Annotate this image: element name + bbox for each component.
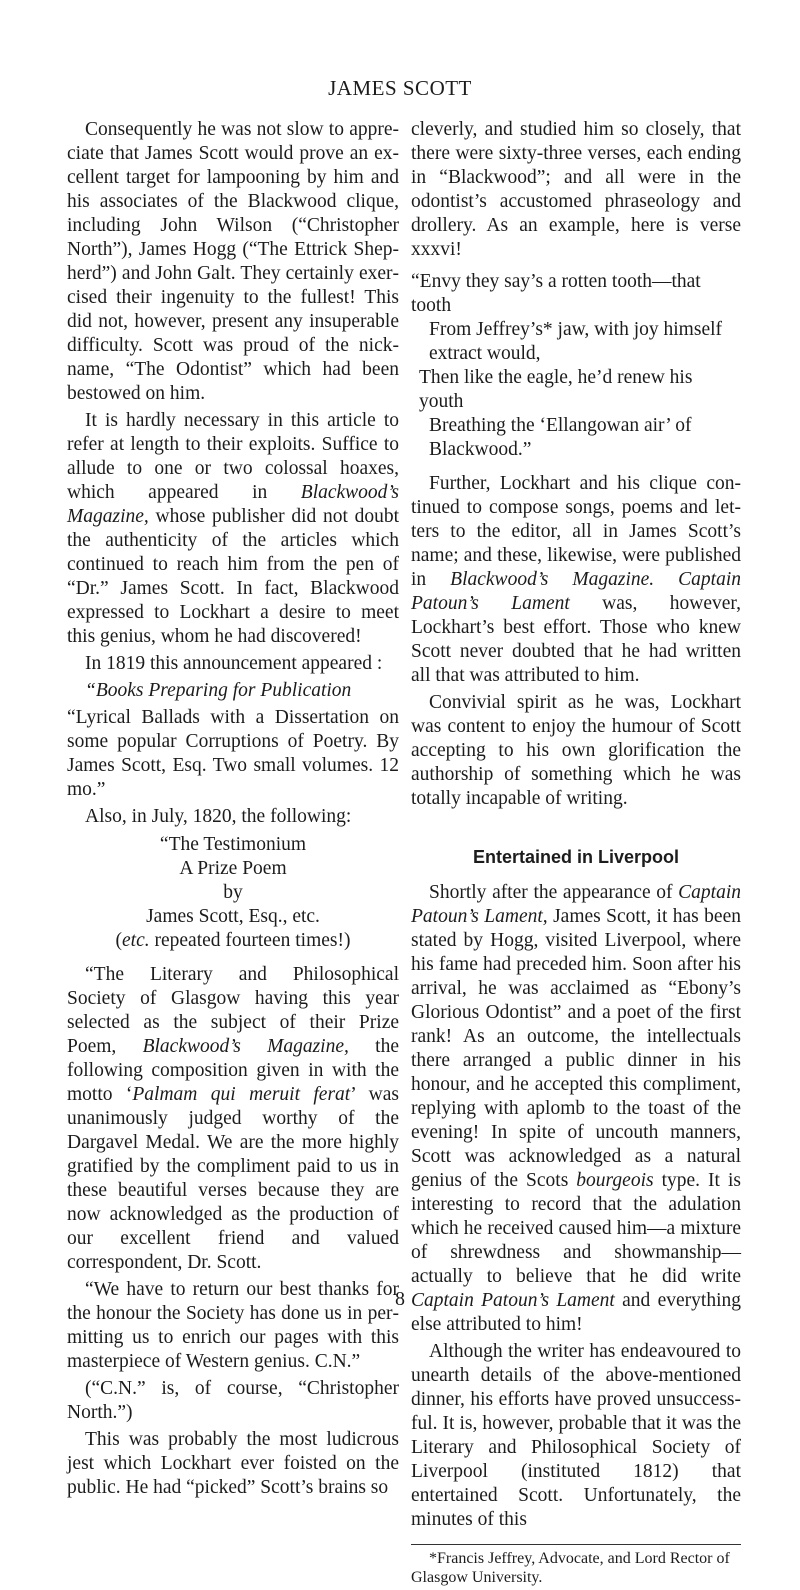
- paragraph: It is hardly necessary in this article to refer at length to their exploits. Suffice to allude to one or two colossal hoaxes, which appeared in Blackwood’s Magazine, whose publisher did not doubt the authenticity of the articles which continued to reach him from the pen of “Dr.” James Scott. In fact, Blackwood expressed to Lockhart a desire to meet this genius, whom he had discovered!: [67, 410, 399, 647]
- verse-quote: [411, 270, 741, 462]
- paragraph: Consequently he was not slow to appreciate that James Scott would prove an excellent target for lampooning by him and his associates of the Blackwood clique, including John Wilson (“Christopher North”), James Hogg (“The Ettrick Shepherd”) and John Galt. They certainly exercised their ingenuity to the fullest! This did not, however, present any insuperable difficulty. Scott was proud of the nickname, “The Odontist” which had been bestowed on him.: [67, 119, 399, 404]
- paragraph: This was probably the most ludicrous jest which Lockhart ever foisted on the public. He had “picked” Scott’s brains so: [67, 1429, 399, 1498]
- right-column: [411, 118, 741, 1590]
- title-line: James Scott, Esq., etc.: [146, 906, 320, 927]
- poem-title-block: [67, 833, 399, 953]
- paragraph: (“C.N.” is, of course, “Christopher North.”): [67, 1378, 399, 1423]
- title-line: “The Testimonium: [159, 834, 307, 855]
- announcement-title: “Books Preparing for Publication: [85, 680, 352, 701]
- title-line: by: [223, 882, 243, 903]
- paragraph: Convivial spirit as he was, Lockhart was content to enjoy the humour of Scott accepting to his own glorification the authorship of something which he was totally incapable of writing.: [411, 692, 741, 809]
- paragraph: In 1819 this announcement appeared :: [85, 653, 383, 674]
- paragraph: Also, in July, 1820, the following:: [85, 806, 352, 827]
- paragraph: “The Literary and Philosophical Society of Glasgow having this year selected as the subject of their Prize Poem, Blackwood’s Magazine, the following composition given in with the motto ‘Palmam qui meruit ferat’ was unanimously judged worthy of the Dargavel Medal. We are the more highly gratified by the compliment paid to us in these beautiful verses because they are now acknowledged as the production of our excellent friend and valued correspondent, Dr. Scott.: [67, 964, 400, 1273]
- verse-line: “Envy they say’s a rotten tooth—that tooth: [411, 271, 701, 316]
- paragraph: cleverly, and studied him so closely, that there were sixty-three verses, each ending in “Blackwood”; and all were in the odontist’s accustomed phraseology and drollery. As an example, here is verse xxxvi!: [411, 119, 741, 260]
- title-line: (etc. repeated fourteen times!): [115, 930, 351, 951]
- footnote-rule: [411, 1544, 741, 1545]
- footnote: *Francis Jeffrey, Advocate, and Lord Rector of Glasgow University.: [411, 1550, 730, 1586]
- section-heading: Entertained in Liverpool: [472, 847, 680, 867]
- title-line: A Prize Poem: [179, 858, 287, 879]
- verse-line: Breathing the ‘Ellangowan air’ of: [429, 415, 692, 436]
- announcement-body: “Lyrical Ballads with a Dissertation on some popular Corruptions of Poetry. By James Scott, Esq. Two small volumes. 12 mo.”: [67, 707, 399, 800]
- verse-line: Blackwood.”: [429, 439, 532, 460]
- paragraph: Further, Lockhart and his clique continued to compose songs, poems and letters to the editor, all in James Scott’s name; and these, likewise, were published in Blackwood’s Magazine. Captain Patoun’s Lament was, however, Lockhart’s best effort. Those who knew Scott never doubted that he had written all that was attributed to him.: [411, 473, 741, 686]
- verse-line: From Jeffrey’s* jaw, with joy himself: [429, 319, 723, 340]
- paragraph: “We have to return our best thanks for the honour the Society has done us in permitting us to enrich our pages with this masterpiece of Western genius. C.N.”: [67, 1279, 399, 1372]
- verse-line: Then like the eagle, he’d renew his youth: [419, 367, 693, 412]
- paragraph: Although the writer has endeavoured to unearth details of the above-mentioned dinner, his efforts have proved unsuccessful. It is, however, probable that it was the Literary and Philosophical Society of Liverpool (instituted 1812) that entertained Scott. Unfortunately, the minutes of this: [411, 1341, 741, 1530]
- paragraph: Shortly after the appearance of Captain Patoun’s Lament, James Scott, it has been stated by Hogg, visited Liverpool, where his fame had preceded him. Soon after his arrival, he was acclaimed as “Ebony’s Glorious Odontist” and a poet of the first rank! As an outcome, the intellectuals there arranged a public dinner in his honour, and he accepted this compliment, replying with aplomb to the toast of the evening! In spite of uncouth manners, Scott was acknowledged as a natural genius of the Scots bourgeois type. It is interesting to record that the adulation which he received caused him—a mixture of shrewdness and showmanship—actually to believe that he did write Captain Patoun’s Lament and everything else attributed to him!: [411, 882, 741, 1335]
- running-head: JAMES SCOTT: [328, 76, 472, 100]
- verse-line: extract would,: [429, 343, 541, 364]
- page-number: 8: [395, 1288, 405, 1310]
